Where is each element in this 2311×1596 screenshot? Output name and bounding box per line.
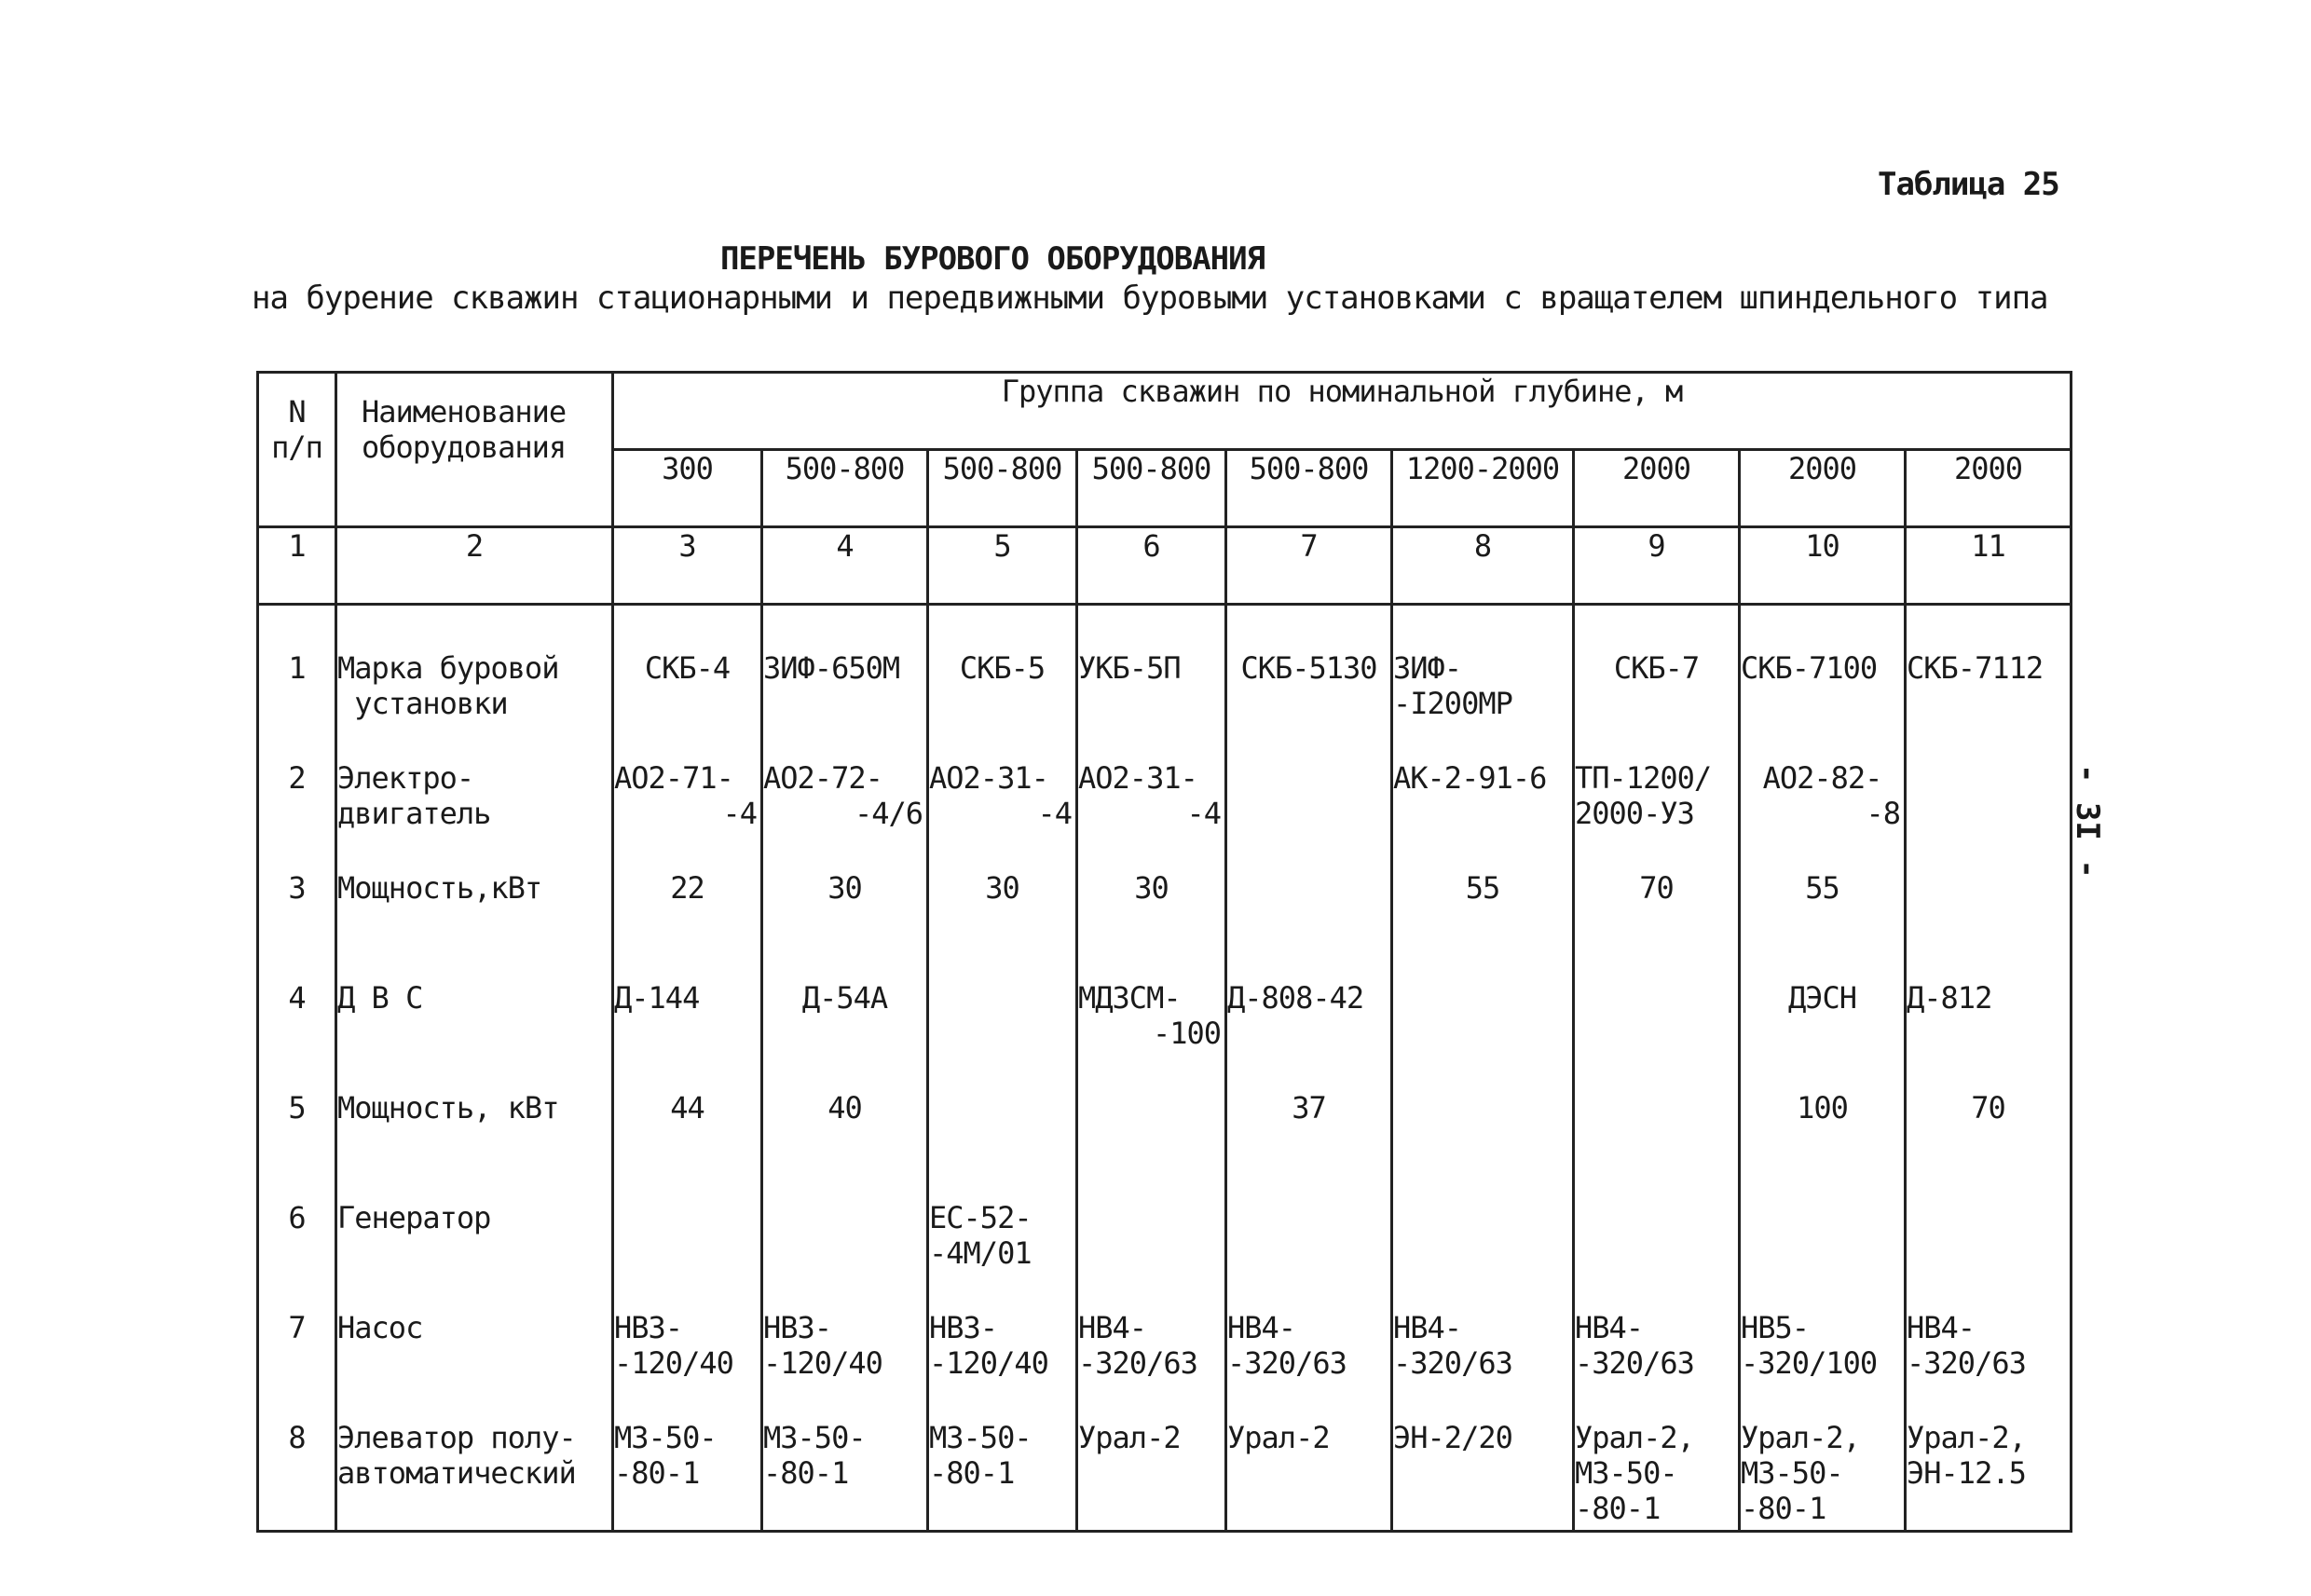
- cell-col-11: СКБ-7112: [1906, 605, 2072, 761]
- document-subtitle: на бурение скважин стационарными и передвижными буровыми установками с вращателем шпиндельного типа: [252, 280, 2048, 317]
- cell-col-3: СКБ-4: [613, 605, 762, 761]
- table-row: [258, 1090, 2072, 1200]
- cell-col-10: 100: [1740, 1090, 1906, 1200]
- cell-col-9: [1574, 1090, 1740, 1200]
- table-row: [258, 870, 2072, 980]
- cell-col-8: [1392, 1090, 1574, 1200]
- cell-col-5: НВЗ- -120/40: [928, 1310, 1077, 1420]
- cell-col-5: СКБ-5: [928, 605, 1077, 761]
- row-equipment-name: Мощность,кВт: [336, 870, 613, 980]
- row-equipment-name: Насос: [336, 1310, 613, 1420]
- header-name-label: Наименование: [362, 394, 567, 430]
- row-equipment-name: Марка буровой установки: [336, 605, 613, 761]
- cell-col-4: АО2-72- -4/6: [762, 760, 928, 870]
- cell-col-4: НВЗ- -120/40: [762, 1310, 928, 1420]
- cell-col-8: [1392, 980, 1574, 1090]
- cell-col-10: 55: [1740, 870, 1906, 980]
- cell-col-6: МДЗСМ- -100: [1077, 980, 1226, 1090]
- column-number-11: 11: [1906, 527, 2072, 605]
- column-number-9: 9: [1574, 527, 1740, 605]
- cell-col-7: Урал-2: [1226, 1420, 1392, 1532]
- cell-col-10: [1740, 1200, 1906, 1310]
- cell-col-6: [1077, 1200, 1226, 1310]
- cell-col-7: НВ4- -320/63: [1226, 1310, 1392, 1420]
- header-depth-7: 500-800: [1226, 450, 1392, 527]
- cell-col-6: АО2-31- -4: [1077, 760, 1226, 870]
- cell-col-8: ЗИФ- -I200МР: [1392, 605, 1574, 761]
- cell-col-6: УКБ-5П: [1077, 605, 1226, 761]
- cell-col-11: [1906, 870, 2072, 980]
- table-row: [258, 1310, 2072, 1420]
- header-n: [258, 373, 336, 527]
- header-depth-6: 500-800: [1077, 450, 1226, 527]
- row-number: 2: [258, 760, 336, 870]
- cell-col-11: Урал-2, ЭН-12.5: [1906, 1420, 2072, 1532]
- cell-col-6: [1077, 1090, 1226, 1200]
- cell-col-11: 70: [1906, 1090, 2072, 1200]
- header-depth-3: 300: [613, 450, 762, 527]
- cell-col-5: МЗ-50- -80-1: [928, 1420, 1077, 1532]
- column-number-8: 8: [1392, 527, 1574, 605]
- cell-col-6: НВ4- -320/63: [1077, 1310, 1226, 1420]
- cell-col-7: [1226, 760, 1392, 870]
- header-n-label: N: [288, 394, 306, 430]
- cell-col-7: [1226, 870, 1392, 980]
- cell-col-6: 30: [1077, 870, 1226, 980]
- header-row-group: [258, 373, 2072, 450]
- cell-col-3: [613, 1200, 762, 1310]
- column-number-3: 3: [613, 527, 762, 605]
- table-row: [258, 1420, 2072, 1532]
- column-number-6: 6: [1077, 527, 1226, 605]
- cell-col-9: [1574, 980, 1740, 1090]
- cell-col-3: НВЗ- -120/40: [613, 1310, 762, 1420]
- cell-col-3: 22: [613, 870, 762, 980]
- cell-col-8: 55: [1392, 870, 1574, 980]
- column-number-4: 4: [762, 527, 928, 605]
- cell-col-4: [762, 1200, 928, 1310]
- cell-col-11: [1906, 1200, 2072, 1310]
- table-label: Таблица 25: [1878, 166, 2059, 203]
- header-name-label2: оборудования: [362, 430, 567, 465]
- cell-col-10: Урал-2, МЗ-50- -80-1: [1740, 1420, 1906, 1532]
- cell-col-8: ЭН-2/20: [1392, 1420, 1574, 1532]
- cell-col-5: ЕС-52- -4М/01: [928, 1200, 1077, 1310]
- cell-col-8: [1392, 1200, 1574, 1310]
- row-equipment-name: Элеватор полу- автоматический: [336, 1420, 613, 1532]
- header-depth-9: 2000: [1574, 450, 1740, 527]
- cell-col-4: МЗ-50- -80-1: [762, 1420, 928, 1532]
- cell-col-9: НВ4- -320/63: [1574, 1310, 1740, 1420]
- equipment-table: [256, 371, 2072, 1533]
- row-number: 7: [258, 1310, 336, 1420]
- column-number-2: 2: [336, 527, 613, 605]
- table-row: [258, 760, 2072, 870]
- cell-col-9: СКБ-7: [1574, 605, 1740, 761]
- cell-col-9: Урал-2, МЗ-50- -80-1: [1574, 1420, 1740, 1532]
- table-row: [258, 605, 2072, 761]
- cell-col-4: 40: [762, 1090, 928, 1200]
- row-number: 4: [258, 980, 336, 1090]
- cell-col-7: Д-808-42: [1226, 980, 1392, 1090]
- header-depth-8: 1200-2000: [1392, 450, 1574, 527]
- cell-col-3: АО2-71- -4: [613, 760, 762, 870]
- row-equipment-name: Мощность, кВт: [336, 1090, 613, 1200]
- cell-col-9: 70: [1574, 870, 1740, 980]
- cell-col-11: Д-812: [1906, 980, 2072, 1090]
- column-number-1: 1: [258, 527, 336, 605]
- table-row: [258, 980, 2072, 1090]
- header-depth-group: Группа скважин по номинальной глубине, м: [613, 373, 2072, 450]
- cell-col-7: СКБ-5130: [1226, 605, 1392, 761]
- cell-col-5: [928, 980, 1077, 1090]
- cell-col-5: АО2-31- -4: [928, 760, 1077, 870]
- header-name: [336, 373, 613, 527]
- row-number: 5: [258, 1090, 336, 1200]
- cell-col-8: НВ4- -320/63: [1392, 1310, 1574, 1420]
- cell-col-10: СКБ-7100: [1740, 605, 1906, 761]
- cell-col-3: МЗ-50- -80-1: [613, 1420, 762, 1532]
- cell-col-4: Д-54А: [762, 980, 928, 1090]
- cell-col-4: 30: [762, 870, 928, 980]
- row-number: 8: [258, 1420, 336, 1532]
- cell-col-11: [1906, 760, 2072, 870]
- table-row: [258, 1200, 2072, 1310]
- cell-col-7: 37: [1226, 1090, 1392, 1200]
- row-number: 3: [258, 870, 336, 980]
- row-equipment-name: Д В С: [336, 980, 613, 1090]
- header-depth-11: 2000: [1906, 450, 2072, 527]
- row-equipment-name: Электро- двигатель: [336, 760, 613, 870]
- cell-col-10: АО2-82- -8: [1740, 760, 1906, 870]
- row-number: 6: [258, 1200, 336, 1310]
- cell-col-3: Д-144: [613, 980, 762, 1090]
- column-number-7: 7: [1226, 527, 1392, 605]
- cell-col-6: Урал-2: [1077, 1420, 1226, 1532]
- cell-col-5: 30: [928, 870, 1077, 980]
- page-number: - 3I -: [2069, 764, 2106, 879]
- cell-col-11: НВ4- -320/63: [1906, 1310, 2072, 1420]
- cell-col-10: НВ5- -320/100: [1740, 1310, 1906, 1420]
- row-equipment-name: Генератор: [336, 1200, 613, 1310]
- column-number-row: [258, 527, 2072, 605]
- header-depth-4: 500-800: [762, 450, 928, 527]
- cell-col-4: ЗИФ-650М: [762, 605, 928, 761]
- cell-col-9: ТП-1200/ 2000-УЗ: [1574, 760, 1740, 870]
- cell-col-8: АК-2-91-6: [1392, 760, 1574, 870]
- cell-col-10: ДЭСН: [1740, 980, 1906, 1090]
- row-number: 1: [258, 605, 336, 761]
- header-n-label2: п/п: [271, 430, 322, 465]
- cell-col-3: 44: [613, 1090, 762, 1200]
- column-number-5: 5: [928, 527, 1077, 605]
- column-number-10: 10: [1740, 527, 1906, 605]
- cell-col-5: [928, 1090, 1077, 1200]
- cell-col-9: [1574, 1200, 1740, 1310]
- header-depth-10: 2000: [1740, 450, 1906, 527]
- document-title: ПЕРЕЧЕНЬ БУРОВОГО ОБОРУДОВАНИЯ: [719, 240, 1265, 278]
- cell-col-7: [1226, 1200, 1392, 1310]
- header-depth-5: 500-800: [928, 450, 1077, 527]
